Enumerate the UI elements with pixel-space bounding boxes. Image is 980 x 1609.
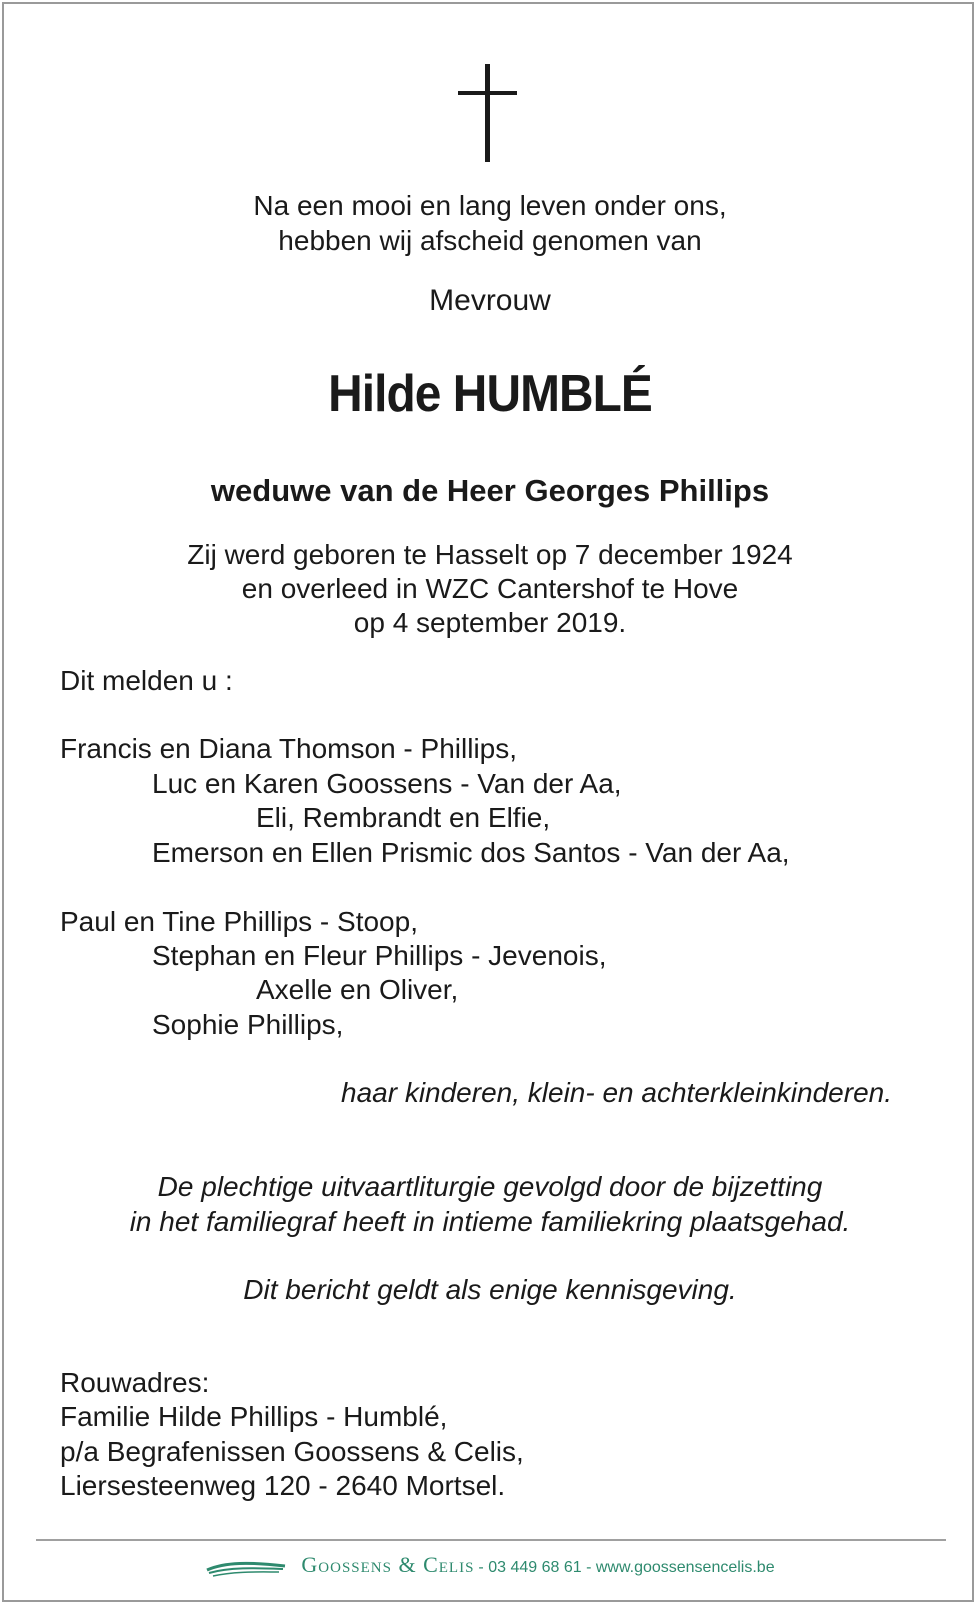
funeral-home-footer: [4, 1552, 976, 1578]
footer-divider: [36, 1539, 946, 1541]
widow-of: weduwe van de Heer Georges Phillips: [210, 473, 770, 508]
cross-icon: [458, 64, 522, 164]
cross-horizontal-bar: [458, 91, 517, 95]
family-member: Francis en Diana Thomson - Phillips,: [60, 733, 518, 764]
birth-line: Zij werd geboren te Hasselt op 7 december 1924: [187, 539, 793, 570]
address-line: p/a Begrafenissen Goossens & Celis,: [60, 1436, 524, 1467]
death-line: en overleed in WZC Cantershof te Hove: [241, 573, 739, 604]
announce-line: Dit melden u :: [60, 665, 233, 696]
death-date-line: op 4 september 2019.: [353, 607, 627, 638]
address-line: Liersesteenweg 120 - 2640 Mortsel.: [60, 1470, 506, 1501]
family-member: Axelle en Oliver,: [256, 974, 459, 1005]
ceremony-line-1: De plechtige uitvaartliturgie gevolgd door de bijzetting: [157, 1171, 823, 1202]
brand-name: Goossens & Celis: [301, 1552, 475, 1577]
contact-info: - 03 449 68 61 - www.goossensencelis.be: [478, 1559, 775, 1576]
family-member: Luc en Karen Goossens - Van der Aa,: [152, 768, 622, 799]
intro-line-2: hebben wij afscheid genomen van: [278, 225, 702, 256]
family-member: Sophie Phillips,: [152, 1009, 344, 1040]
deceased-name: Hilde HUMBLÉ: [328, 365, 652, 423]
cross-vertical-bar: [485, 64, 490, 162]
death-notice-card: [2, 2, 974, 1602]
family-member: Emerson en Ellen Prismic dos Santos - Van der Aa,: [152, 837, 790, 868]
notice-line: Dit bericht geldt als enige kennisgeving.: [243, 1274, 737, 1305]
address-heading: Rouwadres:: [60, 1367, 210, 1398]
ceremony-line-2: in het familiegraf heeft in intieme familiekring plaatsgehad.: [129, 1206, 851, 1237]
intro-line-1: Na een mooi en lang leven onder ons,: [253, 190, 727, 221]
swoosh-logo-icon: [205, 1558, 287, 1578]
family-member: Eli, Rembrandt en Elfie,: [256, 802, 551, 833]
honorific: Mevrouw: [429, 284, 551, 317]
family-member: Stephan en Fleur Phillips - Jevenois,: [152, 940, 607, 971]
relation-line: haar kinderen, klein- en achterkleinkinderen.: [341, 1077, 892, 1108]
family-member: Paul en Tine Phillips - Stoop,: [60, 906, 418, 937]
address-line: Familie Hilde Phillips - Humblé,: [60, 1401, 448, 1432]
